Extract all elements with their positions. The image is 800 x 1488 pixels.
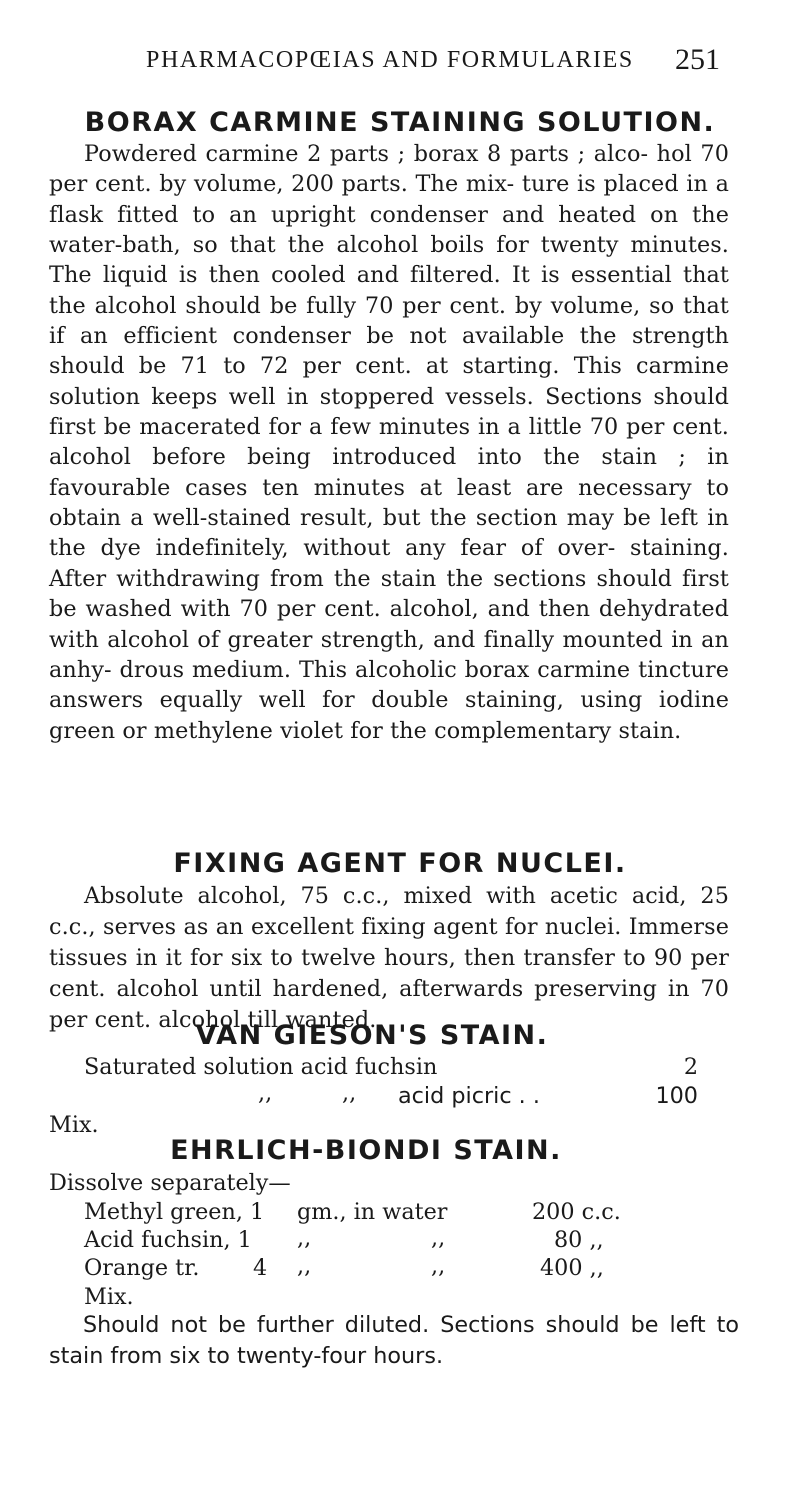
paragraph-borax-carmine: Powdered carmine 2 parts ; borax 8 parts ; alco- hol 70 per cent. by volume, 200 parts. The mix- ture is placed in a flask fitted to an upright condenser and heated on the water-bath, so that the alcohol boils for twenty minutes. The liquid is then cooled and filtered. It is essential that the alcohol should be fully 70 per cent. by volume, so that if an efficient condenser be not available the strength should be 71 to 72 per cent. at starting. This carmine solution keeps well in stoppered vessels. Sections should first be macerated for a few minutes in a little 70 per cent. alcohol before being introduced into the stain ; in favourable cases ten minutes at least are necessary to obtain a well-stained result, but the section may be left in the dye indefinitely, without any fear of over- staining. After withdrawing from the stain the sections should first be washed with 70 per cent. alcohol, and then dehydrated with alcohol of greater strength, and finally mounted in an anhy- drous medium. This alcoholic borax carmine tincture answers equally well for double staining, using iodine green or methylene violet for the complementary stain. [49,141,729,744]
formula-label: acid picric . . [398,1083,540,1109]
ditto-mark: ,, [297,1253,312,1279]
ingredient-amount: 80 ,, [554,1227,604,1253]
dilution-note: Should not be further diluted. Sections should be left to stain from six to twenty-four hours. [49,1312,739,1369]
heading-borax-carmine: BORAX CARMINE STAINING SOLUTION. [84,107,716,138]
ingredient-unit: gm., in water [297,1199,448,1225]
ingredient-name: Orange tr. [84,1255,200,1281]
heading-ehrlich-biondi: EHRLICH-BIONDI STAIN. [170,1135,562,1166]
formula-amount: 100 [655,1083,698,1109]
ingredient-name: Methyl green, 1 [84,1199,265,1225]
heading-fixing-agent: FIXING AGENT FOR NUCLEI. [173,848,627,879]
ditto-mark: ,, [258,1080,273,1106]
heading-van-gieson: VAN GIESON'S STAIN. [195,1020,549,1051]
running-title: PHARMACOPŒIAS AND FORMULARIES [146,47,634,73]
formula-label: Saturated solution acid fuchsin [84,1054,438,1080]
ditto-mark: ,, [297,1225,312,1251]
mix-instruction: Mix. [49,1112,99,1138]
ditto-mark: ,, [342,1080,357,1106]
page-number: 251 [675,43,720,76]
formula-intro: Dissolve separately— [49,1170,291,1196]
formula-amount: 2 [683,1054,698,1080]
running-head [146,40,720,80]
ditto-mark: ,, [431,1225,446,1251]
ingredient-quantity: 4 [253,1255,268,1281]
ingredient-amount: 200 c.c. [532,1199,621,1225]
mix-instruction: Mix. [84,1284,134,1310]
ingredient-amount: 400 ,, [540,1255,604,1281]
ditto-mark: ,, [431,1253,446,1279]
paragraph-fixing-agent: Absolute alcohol, 75 c.c., mixed with acetic acid, 25 c.c., serves as an excellent fixing agent for nuclei. Immerse tissues in it for six to twelve hours, then transfer to 90 per cent. alcohol until hardened, afterwards preserving in 70 per cent. alcohol till wanted. [49,883,729,1033]
ingredient-name: Acid fuchsin, 1 [84,1227,252,1253]
